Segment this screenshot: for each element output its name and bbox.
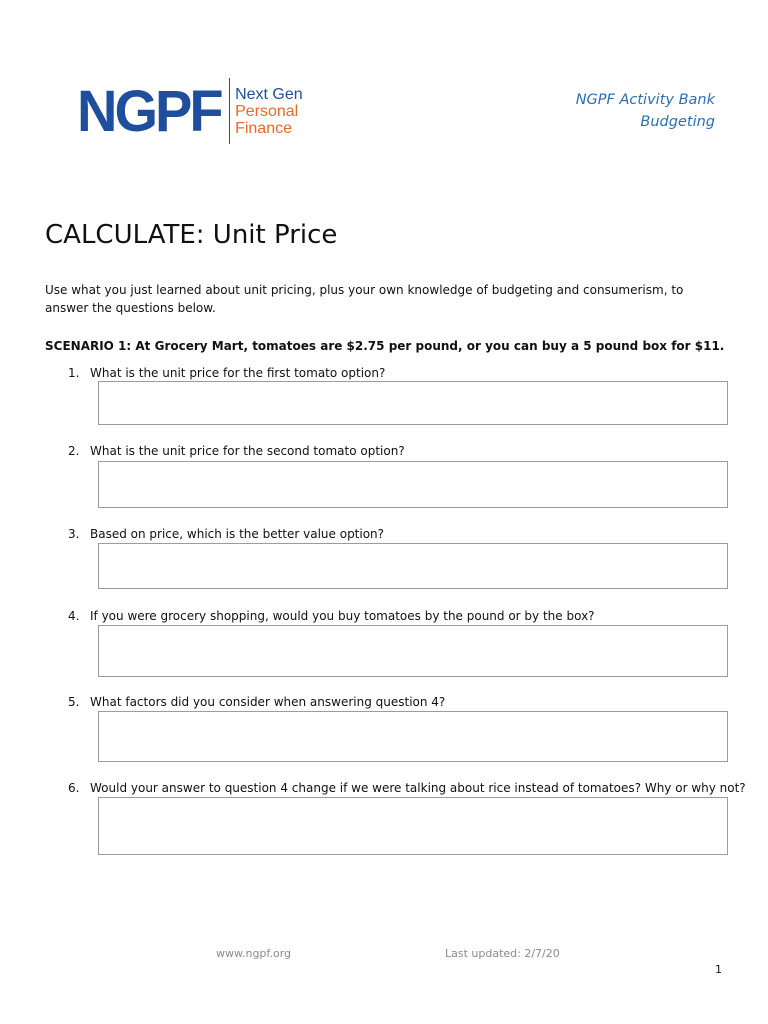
question-number: 5. [68, 695, 80, 709]
footer-last-updated: Last updated: 2/7/20 [445, 947, 560, 960]
question-text: What is the unit price for the first tomato option? [90, 366, 386, 380]
footer-url: www.ngpf.org [216, 947, 292, 960]
answer-box-3[interactable] [98, 543, 728, 589]
activity-bank-label: NGPF Activity Bank [575, 92, 715, 108]
page-number: 1 [715, 963, 722, 976]
question-4 [68, 609, 748, 623]
question-text: What factors did you consider when answering question 4? [90, 695, 446, 709]
answer-box-2[interactable] [98, 461, 728, 508]
logo-wordmark [235, 86, 303, 137]
logo-mark: NGPF [77, 77, 221, 144]
logo-line-1: Next Gen [235, 85, 303, 103]
question-text: If you were grocery shopping, would you buy tomatoes by the pound or by the box? [90, 609, 595, 623]
logo-line-2: Personal [235, 102, 299, 120]
question-number: 2. [68, 444, 80, 458]
question-number: 4. [68, 609, 80, 623]
answer-box-1[interactable] [98, 381, 728, 425]
question-text: What is the unit price for the second tomato option? [90, 444, 405, 458]
question-number: 1. [68, 366, 80, 380]
question-text: Based on price, which is the better value option? [90, 527, 385, 541]
question-2 [68, 444, 748, 458]
answer-box-5[interactable] [98, 711, 728, 762]
answer-box-6[interactable] [98, 797, 728, 855]
ngpf-logo [77, 78, 303, 144]
page-title: CALCULATE: Unit Price [45, 220, 338, 250]
topic-label: Budgeting [640, 114, 715, 130]
question-1 [68, 366, 748, 380]
logo-line-3: Finance [235, 119, 292, 137]
intro-text: Use what you just learned about unit pricing, plus your own knowledge of budgeting and consumerism, to answer the questions below. [45, 283, 684, 315]
header-info [576, 89, 715, 133]
question-5 [68, 695, 748, 709]
scenario-text: SCENARIO 1: At Grocery Mart, tomatoes are $2.75 per pound, or you can buy a 5 pound box for $11. [45, 339, 725, 353]
logo-divider [229, 78, 231, 144]
question-number: 3. [68, 527, 80, 541]
question-3 [68, 527, 748, 541]
question-number: 6. [68, 781, 80, 795]
question-6 [68, 781, 748, 795]
question-text: Would your answer to question 4 change if we were talking about rice instead of tomatoes? Why or why not? [90, 781, 746, 795]
answer-box-4[interactable] [98, 625, 728, 677]
